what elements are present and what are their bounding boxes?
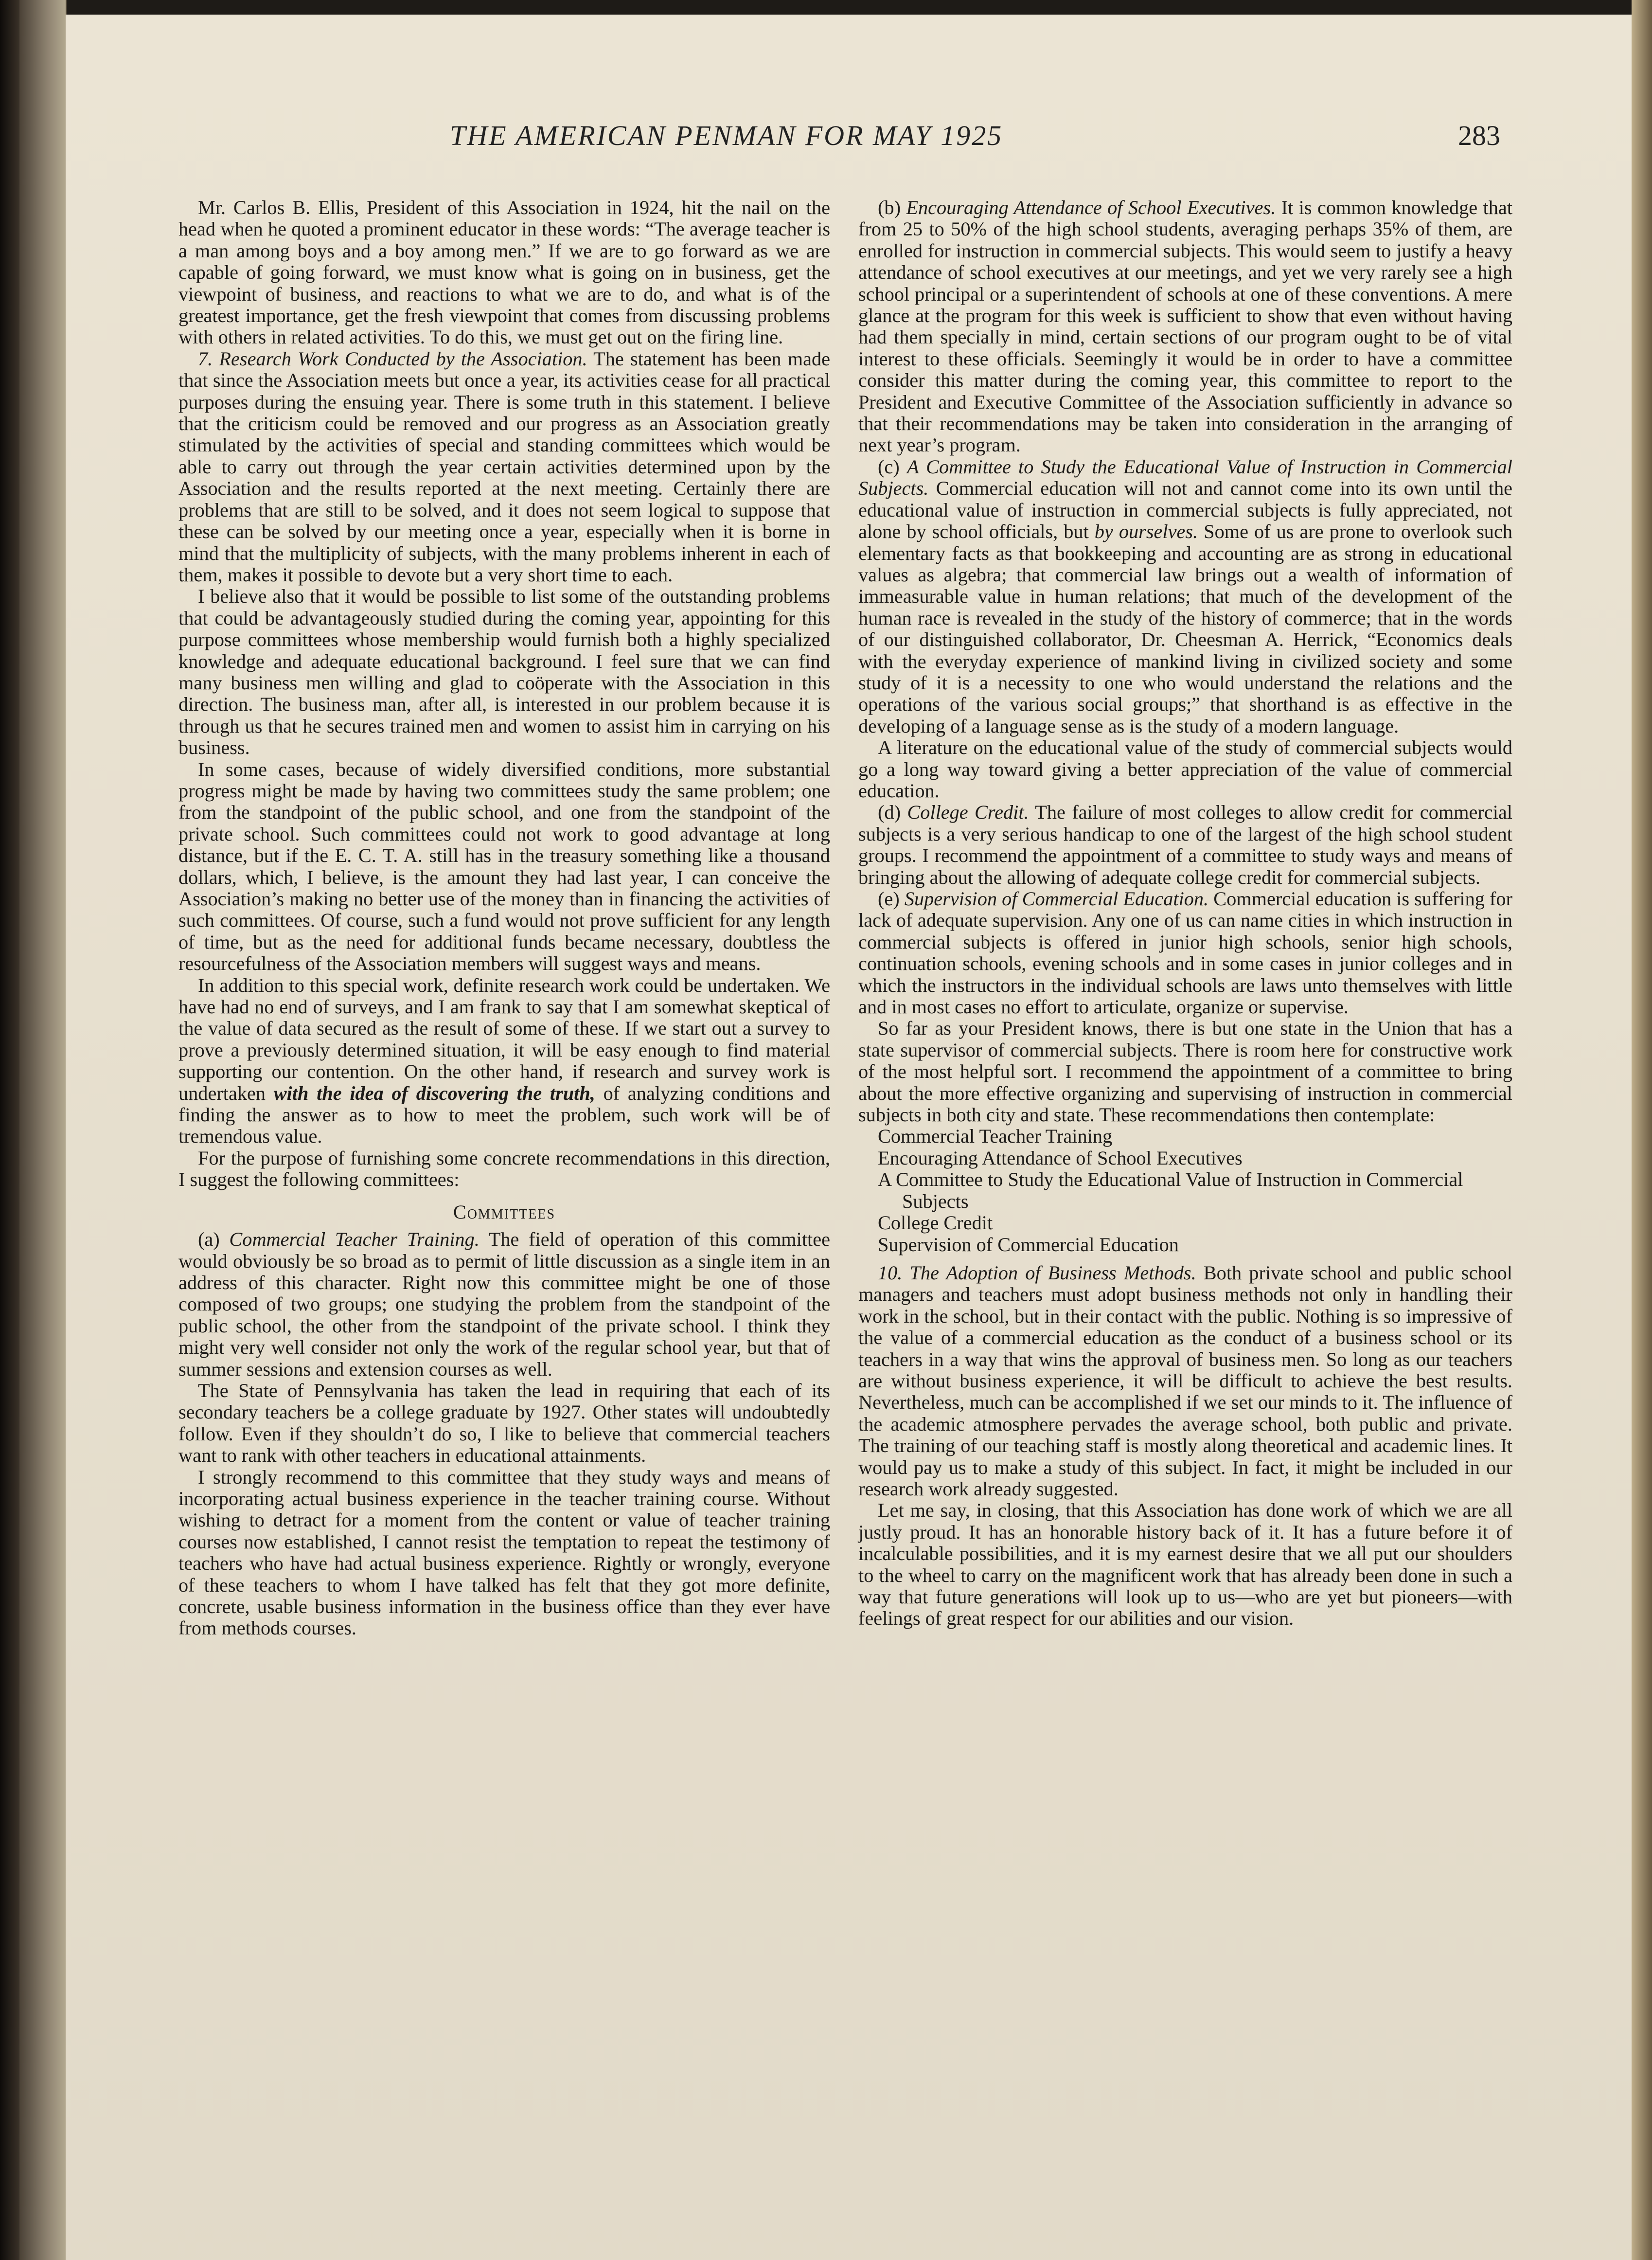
scan-edge-right (1632, 0, 1652, 2260)
committee-b-paragraph (858, 197, 1512, 456)
paragraph-text: It is common knowledge that from 25 to 50% of the high school students, averaging perhaps 35% of them, are enrolled for instruction in commercial subjects. This would seem to justify a heavy attendance of school executives at our meetings, and yet we very rarely see a high school principal or a superintendent of schools at one of these conventions. A mere glance at the program for this week is sufficient to show that even without having had them specially in mind, certain sections of our program ought to be of vital interest to these officials. Seemingly it would be in order to have a committee consider this matter during the coming year, this committee to report to the President and Executive Committee of the Association sufficiently in advance so that their recommendations may be taken into consideration in the arranging of next year’s program. (858, 197, 1513, 456)
item-label: (c) (878, 455, 900, 478)
committee-c-paragraph (858, 456, 1512, 737)
paragraph-text: Commercial education will not and cannot come into its own until the educational value of instruction in commercial subjects is fully appreciated, not alone by school officials, but (858, 477, 1512, 543)
list-item: College Credit (878, 1212, 993, 1234)
item-title: Supervision of Commercial Education. (904, 888, 1209, 910)
paragraph: The State of Pennsylvania has taken the lead in requiring that each of its secondary teachers be a college graduate by 1927. Other states will undoubtedly follow. Even if they shouldn’t do so, I like to believe that commercial teachers want to rank with other teachers in educational attainments. (178, 1379, 830, 1467)
item-title: College Credit. (907, 801, 1029, 824)
paragraph-text: In addition to this special work, definite research work could be undertaken. We have had no end of surveys, and I am frank to say that I am somewhat skeptical of the value of data secured as the result of some of these. If we start out a survey to prove a previously determined situation, it will be easy enough to find material supporting our contention. On the other hand, if research and survey work is undertaken (178, 974, 830, 1104)
item-title: A Committee to Study the Educational Value of Instruction in Commercial Subjects. (858, 455, 1512, 500)
item-label: (e) (878, 888, 900, 910)
paragraph: Let me say, in closing, that this Association has done work of which we are all justly proud. It has an honorable history back of it. It has a future before it of incalculable possibilities, and it is my earnest desire that we all put our shoulders to the wheel to carry on the magnificent work that has already been done in such a way that future generations will look up to us—who are yet but pioneers—with feelings of great respect for our abilities and our vision. (858, 1499, 1512, 1630)
section-10-paragraph (858, 1262, 1512, 1500)
paragraph-text: The statement has been made that since the Association meets but once a year, its activities cease for all practical purposes during the ensuing year. There is some truth in this statement. I believe that the criticism could be removed and our progress as an Association greatly stimulated by the activities of special and standing committees which would be able to carry out through the year certain activities determined upon by the Association and the results reported at the next meeting. Certainly there are problems that are still to be solved, and it does not seem logical to suppose that these can be solved by our meeting once a year, especially when it is borne in mind that the multiplicity of subjects, with the many problems inherent in each of them, makes it possible to devote but a very short time to each. (178, 347, 830, 586)
item-label: (b) (878, 197, 901, 218)
paragraph: I strongly recommend to this committee that they study ways and means of incorporating actual business experience in the teacher training course. Without wishing to detract for a moment from the content or value of teacher training courses now established, I cannot resist the temptation to repeat the testimony of teachers who have had actual business experience. Rightly or wrongly, everyone of these teachers to whom I have talked has felt that they got more definite, concrete, usable business information in the business office than they ever have from methods courses. (178, 1466, 830, 1639)
emphasis-text: by ourselves. (1094, 520, 1198, 543)
committees-heading: Committees (453, 1201, 556, 1223)
running-header (66, 119, 1632, 163)
item-label: (a) (198, 1228, 220, 1251)
paragraph-text: Commercial education is suffering for lack of adequate supervision. Any one of us can name cities in which instruction in commercial subjects is offered in junior high schools, senior high schools, continuation schools, evening schools and in some cases in junior colleges and in which the instructors in the individual schools are laws unto themselves with little and in most cases no effort to articulate, organize or supervise. (858, 888, 1512, 1018)
scan-edge-left (0, 0, 19, 2260)
recommendations-list (858, 1126, 1512, 1255)
list-item: Encouraging Attendance of School Executives (878, 1147, 1243, 1169)
paragraph: So far as your President knows, there is but one state in the Union that has a state supervisor of commercial subjects. There is room here for constructive work of the most helpful sort. I recommend the appointment of a committee to bring about the more effective organizing and supervising of instruction in commercial subjects in both city and state. These recommendations then contemplate: (858, 1017, 1512, 1126)
section-7-paragraph (178, 348, 830, 586)
paragraph: For the purpose of furnishing some concrete recommendations in this direction, I suggest the following committees: (178, 1147, 830, 1191)
paragraph-text: Some of us are prone to overlook such elementary facts as that bookkeeping and accounting are as strong in educational values as algebra; that commercial law brings out a wealth of information of immeasurable value in human relations; that much of the development of the human race is revealed in the study of the history of commerce; that in the words of our distinguished collaborator, Dr. Cheesman A. Herrick, “Economics deals with the everyday experience of mankind living in civilized society and some study of it is a necessity to one who would understand the relations and the operations of the various social groups;” that shorthand is as effective in the developing of a language sense as is the study of a modern language. (858, 520, 1512, 737)
committee-e-paragraph (858, 888, 1512, 1018)
paragraph-text: Both private school and public school managers and teachers must adopt business methods not only in handling their work in the school, but in their contact with the public. Nothing is so impressive of the value of a commercial education as the conduct of a business school or its teachers in a way that wins the approval of business men. So long as our teachers are without business experience, it will be difficult to achieve the best results. Nevertheless, much can be accomplished if we set our minds to it. The influence of the academic atmosphere pervades the average school, both public and private. The training of our teaching staff is mostly along theoretical and academic lines. It would pay us to make a study of this subject. In fact, it might be included in our research work already suggested. (858, 1261, 1512, 1500)
emphasis-text: with the idea of discovering the truth, (273, 1082, 595, 1104)
list-item: A Committee to Study the Educational Value of Instruction in Commercial Subjects (878, 1168, 1463, 1212)
section-heading: 7. Research Work Conducted by the Association. (198, 347, 587, 370)
right-column (858, 197, 1512, 1630)
paragraph-text: of analyzing conditions and finding the answer as to how to meet the problem, such work will be of tremendous value. (178, 1082, 830, 1148)
magazine-page (66, 15, 1632, 2260)
running-title: THE AMERICAN PENMAN FOR MAY 1925 (450, 120, 1003, 151)
paragraph-text: The failure of most colleges to allow credit for commercial subjects is a very serious handicap to one of the largest of the high school student groups. I recommend the appointment of a committee to study ways and means of bringing about the allowing of adequate college credit for commercial subjects. (858, 801, 1512, 888)
list-item: Commercial Teacher Training (878, 1125, 1113, 1148)
committee-d-paragraph (858, 802, 1512, 888)
list-item: Supervision of Commercial Education (878, 1233, 1179, 1256)
section-heading: 10. The Adoption of Business Methods. (878, 1261, 1196, 1284)
paragraph: A literature on the educational value of the study of commercial subjects would go a long way toward giving a better appreciation of the value of commercial education. (858, 736, 1512, 802)
paragraph-text: The field of operation of this committee would obviously be so broad as to permit of little discussion as a single item in an address of this character. Right now this committee might be one of those composed of two groups; one studying the problem from the standpoint of the public school, the other from the standpoint of the private school. I think they might very well consider not only the work of the regular school year, but that of summer sessions and extension courses as well. (178, 1228, 830, 1380)
item-title: Encouraging Attendance of School Executives. (906, 197, 1276, 218)
paragraph: I believe also that it would be possible to list some of the outstanding problems that could be advantageously studied during the coming year, appointing for this purpose committees whose membership would furnish both a highly specialized knowledge and adequate educational background. I feel sure that we can find many business men willing and glad to coöperate with the Association in this direction. The business man, after all, is interested in our problem because it is through us that he secures trained men and women to assist him in carrying on his business. (178, 585, 830, 759)
item-label: (d) (878, 801, 901, 824)
paragraph: Mr. Carlos B. Ellis, President of this Association in 1924, hit the nail on the head when he quoted a prominent educator in these words: “The average teacher is a man among boys and a boy among men.” If we are to go forward as we are capable of going forward, we must know what is going on in business, get the viewpoint of business, and reactions to what we are to do, and what is of the greatest importance, get the fresh viewpoint that comes from discussing problems with others in related activities. To do this, we must get out on the firing line. (178, 197, 830, 348)
previous-page-edge (19, 0, 67, 2260)
committee-a-paragraph (178, 1229, 830, 1380)
paragraph (178, 975, 830, 1148)
item-title: Commercial Teacher Training. (229, 1228, 480, 1251)
paragraph: In some cases, because of widely diversified conditions, more substantial progress might be made by having two committees study the same problem; one from the standpoint of the public school, and one from the standpoint of the private school. Such committees could not work to good advantage at long distance, but if the E. C. T. A. still has in the treasury something like a thousand dollars, which, I believe, is the amount they had last year, I can conceive the Association’s making no better use of the money than in financing the activities of such committees. Of course, such a fund would not prove sufficient for any length of time, but as the need for additional funds became necessary, doubtless the resourcefulness of the Association members will suggest ways and means. (178, 758, 830, 975)
page-number: 283 (1458, 120, 1500, 151)
left-column (178, 197, 830, 1639)
